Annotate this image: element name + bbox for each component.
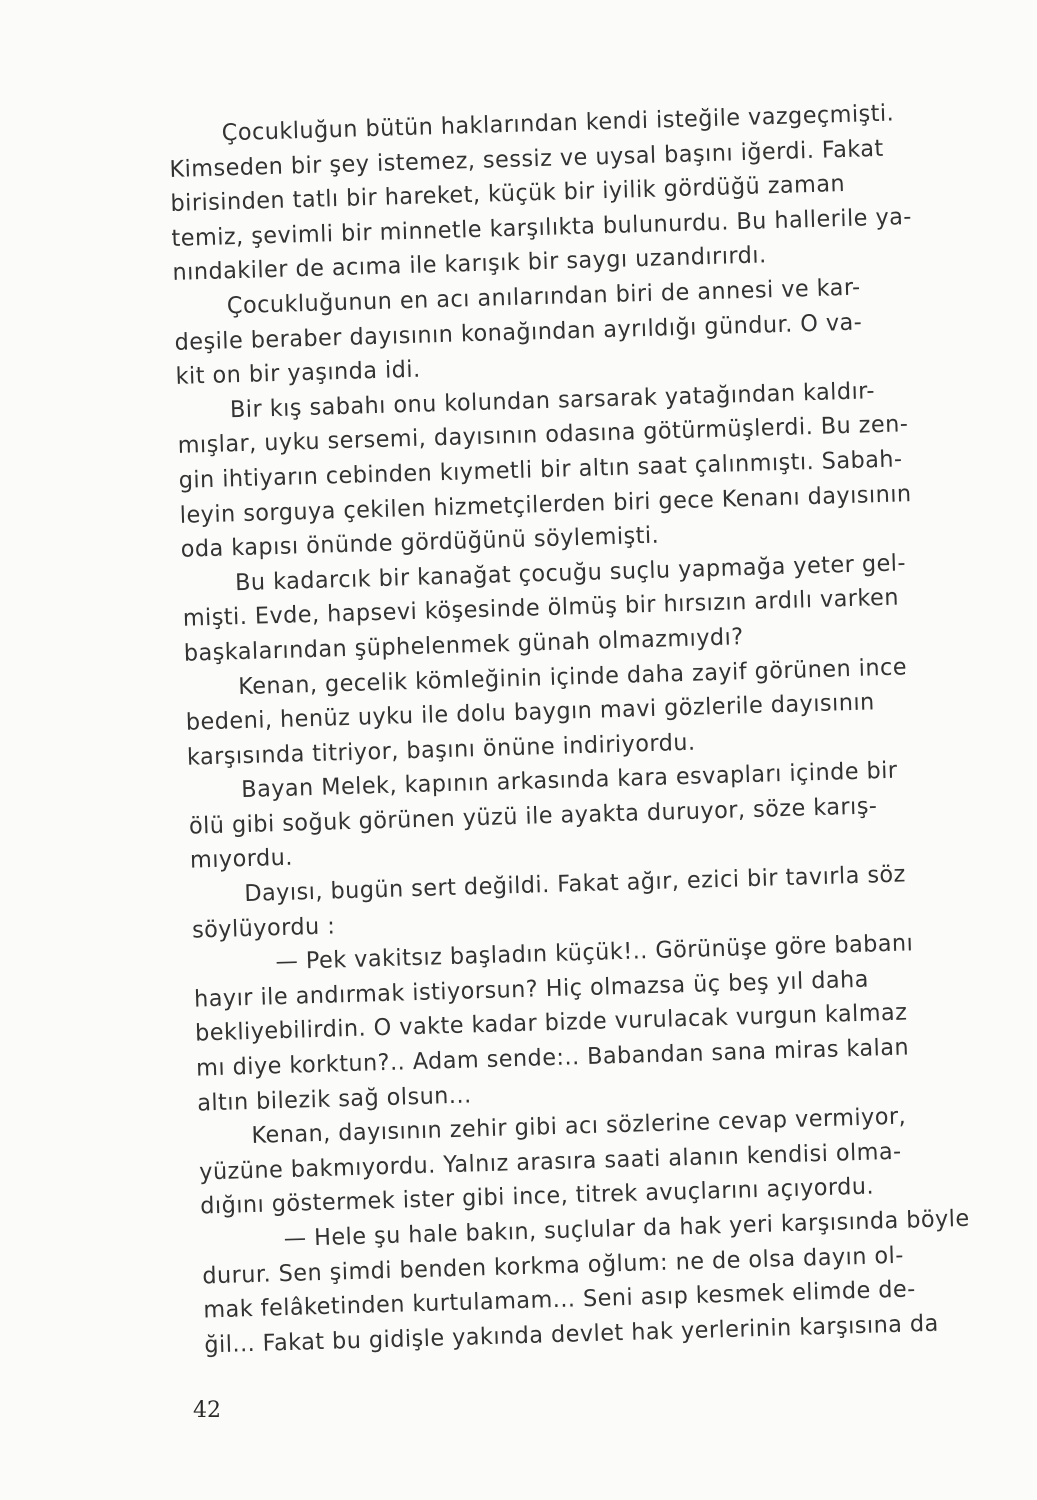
text-line: Bayan Melek, kapının arkasında kara esvapları içinde bir bbox=[240, 757, 898, 804]
text-line: Kenan, gecelik kömleğinin içinde daha zayif görünen ince bbox=[237, 653, 908, 700]
text-line: mı diye korktun?.. Adam sende:.. Babandan sana miras kalan bbox=[195, 1034, 910, 1082]
text-line: temiz, şevimli bir minnetle karşılıkta bulunurdu. Bu hallerile ya- bbox=[171, 203, 913, 252]
text-line: mişti. Evde, hapsevi köşesinde ölmüş bir hırsızın ardılı varken bbox=[182, 584, 900, 633]
text-line: bekliyebilirdin. O vakte kadar bizde vurulacak vurgun kalmaz bbox=[194, 999, 908, 1048]
text-line: dığını göstermek ister gibi ince, titrek avuçlarını açıyordu. bbox=[199, 1173, 875, 1220]
body-text bbox=[168, 93, 1037, 1363]
text-line: — Hele şu hale bakın, suçlular da hak yeri karşısında böyle bbox=[283, 1205, 970, 1253]
text-line: Çocukluğunun en acı anılarından biri de annesi ve kar- bbox=[226, 274, 862, 320]
text-line: hayır ile andırmak istiyorsun? Hiç olmazsa üç beş yıl daha bbox=[193, 966, 870, 1013]
page-number: 42 bbox=[193, 1398, 221, 1423]
text-line: yüzüne bakmıyordu. Yalnız arasıra saati alanın kendisi olma- bbox=[198, 1138, 902, 1186]
text-line: leyin sorguya çekilen hizmetçilerden biri gece Kenanı dayısının bbox=[179, 480, 912, 529]
text-line: mak felâketinden kurtulamam... Seni asıp kesmek elimde de- bbox=[203, 1276, 917, 1324]
text-line: söylüyordu : bbox=[191, 913, 336, 944]
text-line: nındakiler de acıma ile karışık bir saygı uzandırırdı. bbox=[172, 242, 767, 287]
text-line: Çocukluğun bütün haklarından kendi isteğile vazgeçmişti. bbox=[221, 100, 895, 147]
text-line: bedeni, henüz uyku ile dolu baygın mavi gözlerile dayısının bbox=[185, 689, 876, 736]
text-line: başkalarından şüphelenmek günah olmazmıydı? bbox=[183, 624, 744, 667]
text-line: durur. Sen şimdi benden korkma oğlum: ne de olsa dayın ol- bbox=[201, 1242, 905, 1290]
text-line: Dayısı, bugün sert değildi. Fakat ağır, ezici bir tavırla söz bbox=[244, 861, 907, 908]
text-line: mıyordu. bbox=[189, 845, 294, 875]
text-line: Bu kadarcık bir kanağat çocuğu suçlu yapmağa yeter gel- bbox=[234, 550, 907, 596]
text-line: karşısında titriyor, başını önüne indiriyordu. bbox=[186, 729, 696, 771]
text-line: mışlar, uyku sersemi, dayısının odasına götürmüşlerdi. Bu zen- bbox=[177, 411, 909, 460]
text-line: oda kapısı önünde gördüğünü söylemişti. bbox=[180, 522, 660, 563]
text-line: — Pek vakitsız başladın küçük!.. Görünüşe göre babanı bbox=[275, 930, 914, 976]
text-line: birisinden tatlı bir hareket, küçük bir iyilik gördüğü zaman bbox=[170, 171, 846, 218]
text-line: Kenan, dayısının zehir gibi acı sözlerine cevap vermiyor, bbox=[251, 1103, 907, 1150]
text-line: gin ihtiyarın cebinden kıymetli bir altın saat çalınmıştı. Sabah- bbox=[178, 446, 903, 494]
text-line: ğil... Fakat bu gidişle yakında devlet hak yerlerinin karşısına da bbox=[204, 1310, 940, 1359]
text-line: altın bilezik sağ olsun... bbox=[196, 1082, 472, 1117]
text-line: ölü gibi soğuk görünen yüzü ile ayakta duruyor, söze karış- bbox=[188, 793, 878, 840]
text-line: Kimseden bir şey istemez, sessiz ve uysal başını iğerdi. Fakat bbox=[169, 135, 885, 183]
text-line: deşile beraber dayısının konağından ayrıldığı gündur. O va- bbox=[174, 309, 863, 356]
text-line: Bir kış sabahı onu kolundan sarsarak yatağından kaldır- bbox=[229, 377, 876, 424]
text-line: kit on bir yaşında idi. bbox=[175, 356, 421, 391]
